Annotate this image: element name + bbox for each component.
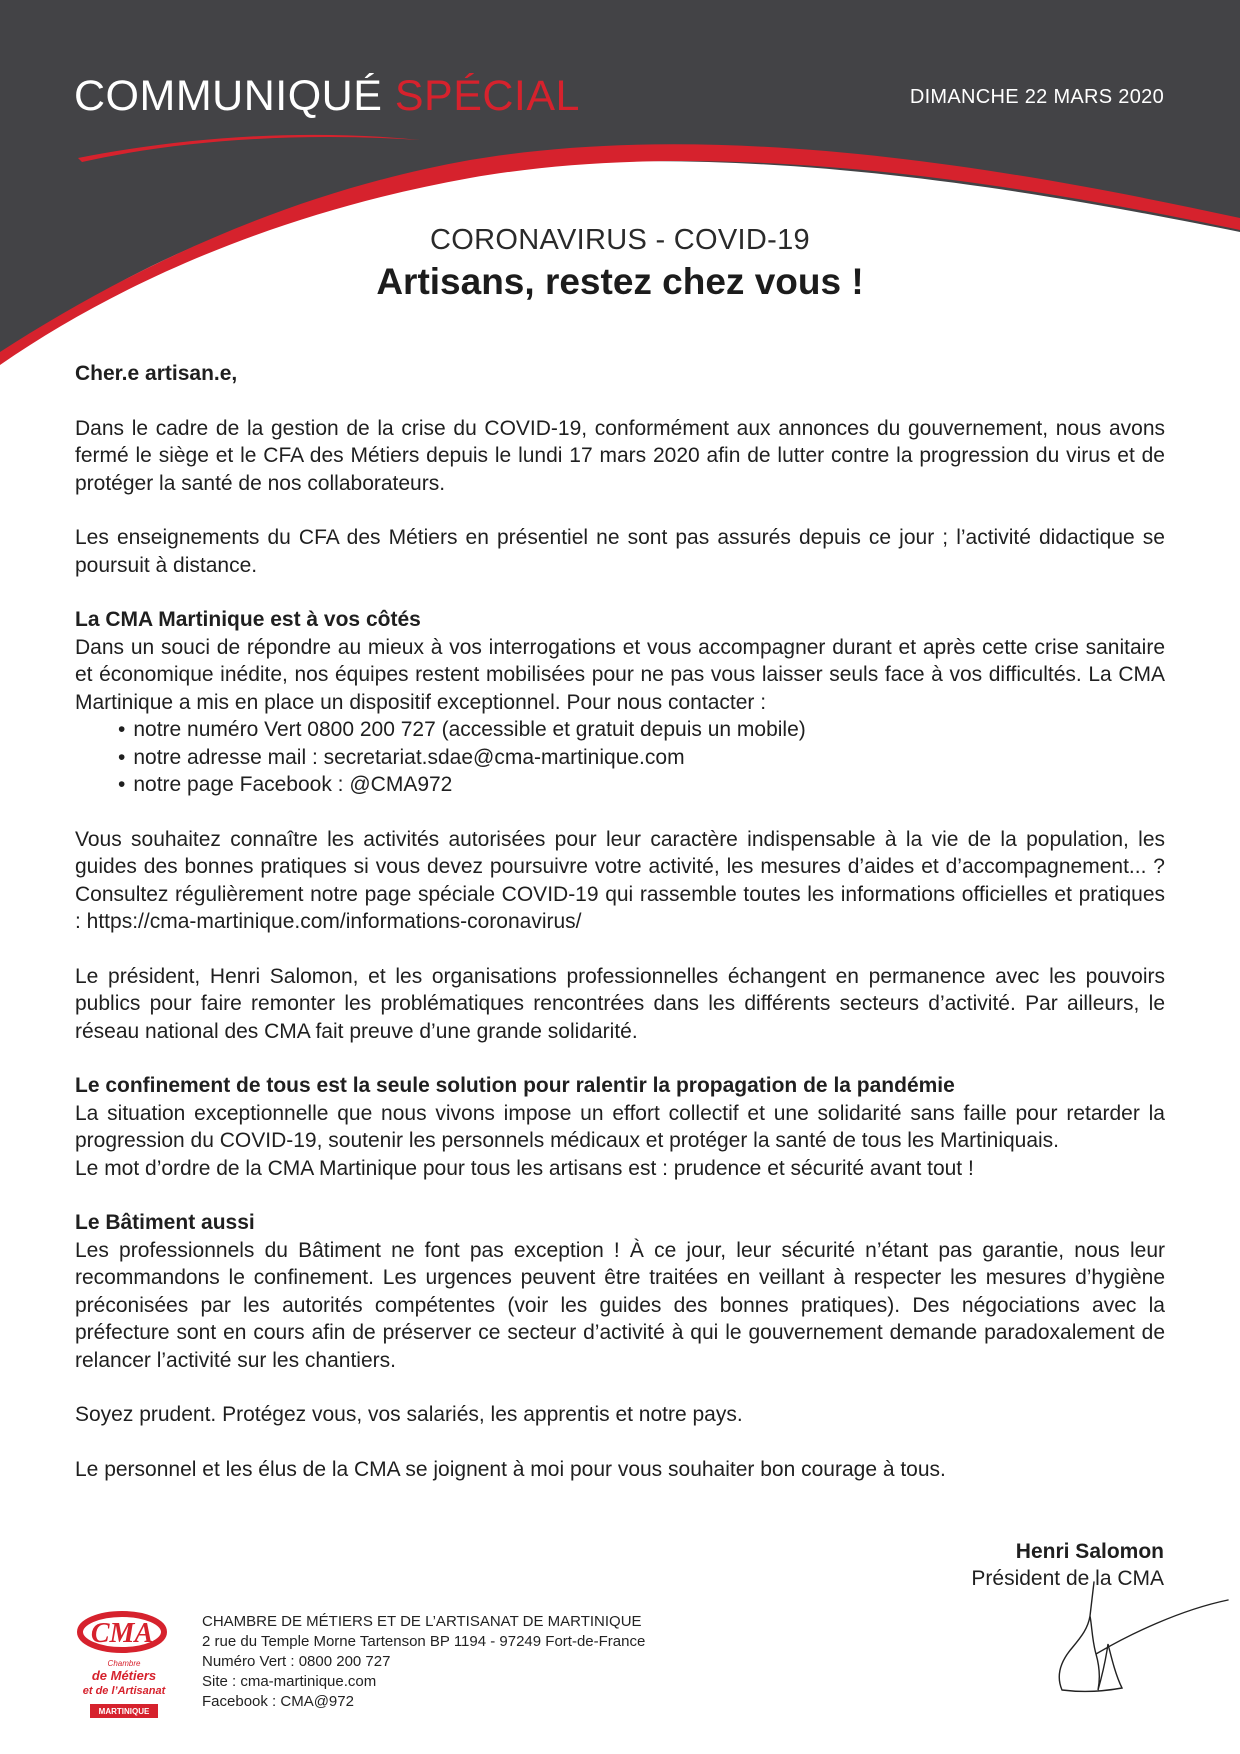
footer-org: CHAMBRE DE MÉTIERS ET DE L’ARTISANAT DE MARTINIQUE [202,1613,642,1630]
title-special: SPÉCIAL [394,72,580,120]
communique-date: DIMANCHE 22 MARS 2020 [909,86,1164,108]
logo-region: MARTINIQUE [98,1707,150,1716]
contact-item-phone: • notre numéro Vert 0800 200 727 (accessible et gratuit depuis un mobile) [118,716,1165,744]
section-text-confinement-2: Le mot d’ordre de la CMA Martinique pour tous les artisans est : prudence et sécurité avant tout ! [75,1156,974,1180]
contact-item-email: • notre adresse mail : secretariat.sdae@cma-martinique.com [118,744,1165,772]
paragraph-3: Vous souhaitez connaître les activités autorisées pour leur caractère indispensable à la vie de la population, les guides des bonnes pratiques si vous devez poursuivre votre activité, les mesures d’aides et d’accompagnement... ? Consultez régulièrement notre page spéciale COVID-19 qui rassemble toutes les informations officielles et pratiques : https://cma-martinique.com/informations-coronavirus/ [75,827,1165,933]
section-text-confinement-1: La situation exceptionnelle que nous vivons impose un effort collectif et une solidarité sans faille pour retarder la progression du COVID-19, soutenir les personnels médicaux et protéger la santé de tous les Martiniquais. [75,1101,1165,1152]
signatory-role: Président de la CMA [971,1567,1164,1590]
logo-line-3: et de l’Artisanat [82,1685,166,1697]
contact-item-facebook: • notre page Facebook : @CMA972 [118,771,1165,799]
communique-title [74,72,580,121]
heading-title: Artisans, restez chez vous ! [376,261,864,302]
section-text-cma: Dans un souci de répondre au mieux à vos interrogations et vous accompagner durant et après cette crise sanitaire et économique inédite, nos équipes restent mobilisées pour ne pas vous laisser seuls face à vos difficultés. La CMA Martinique a mis en place un dispositif exceptionnel. Pour nous contacter : [75,635,1165,714]
footer-facebook: Facebook : CMA@972 [202,1693,354,1710]
contact-list [75,716,1165,799]
heading-subtitle: CORONAVIRUS - COVID-19 [430,224,810,256]
cma-logo [74,1606,174,1724]
paragraph-1: Dans le cadre de la gestion de la crise du COVID-19, conformément aux annonces du gouvernement, nous avons fermé le siège et le CFA des Métiers depuis le lundi 17 mars 2020 afin de lutter contre la progression du virus et de protéger la santé de nos collaborateurs. [75,416,1165,495]
paragraph-5: Soyez prudent. Protégez vous, vos salariés, les apprentis et notre pays. [75,1403,743,1426]
greeting: Cher.e artisan.e, [75,362,238,385]
document-heading [0,224,1240,303]
paragraph-2: Les enseignements du CFA des Métiers en présentiel ne sont pas assurés depuis ce jour ; l’activité didactique se poursuit à distance. [75,526,1165,577]
signatory-name: Henri Salomon [1015,1540,1164,1563]
section-heading-confinement: Le confinement de tous est la seule solution pour ralentir la propagation de la pandémie [75,1074,955,1097]
paragraph-4: Le président, Henri Salomon, et les organisations professionnelles échangent en permanence avec les pouvoirs publics pour faire remonter les problématiques rencontrées dans les différents secteurs d’activité. Par ailleurs, le réseau national des CMA fait preuve d’une grande solidarité. [75,964,1165,1043]
logo-line-1: Chambre [107,1659,141,1668]
section-heading-batiment: Le Bâtiment aussi [75,1211,255,1234]
logo-line-2: de Métiers [91,1668,157,1683]
header-dark-band [0,0,1240,362]
footer-contact [202,1612,645,1712]
paragraph-6: Le personnel et les élus de la CMA se joignent à moi pour vous souhaiter bon courage à tous. [75,1457,946,1481]
footer-address: 2 rue du Temple Morne Tartenson BP 1194 - 97249 Fort-de-France [202,1633,646,1650]
logo-letters: CMA [90,1618,154,1649]
letter-body [75,360,1165,1510]
footer-phone: Numéro Vert : 0800 200 727 [202,1653,391,1670]
header-background [0,0,1240,380]
handwritten-signature [1030,1578,1230,1698]
section-text-batiment: Les professionnels du Bâtiment ne font pas exception ! À ce jour, leur sécurité n’étant pas garantie, nous leur recommandons le confinement. Les urgences peuvent être traitées en veillant à respecter les mesures d’hygiène préconisées par les autorités compétentes (voir les guides des bonnes pratiques). Des négociations avec la préfecture sont en cours afin de préserver ce secteur d’activité à qui le gouvernement demande paradoxalement de relancer l’activité sur les chantiers. [75,1238,1165,1372]
footer-site: Site : cma-martinique.com [202,1673,377,1690]
section-heading-cma: La CMA Martinique est à vos côtés [75,608,421,631]
title-communique: COMMUNIQUÉ [74,72,383,120]
